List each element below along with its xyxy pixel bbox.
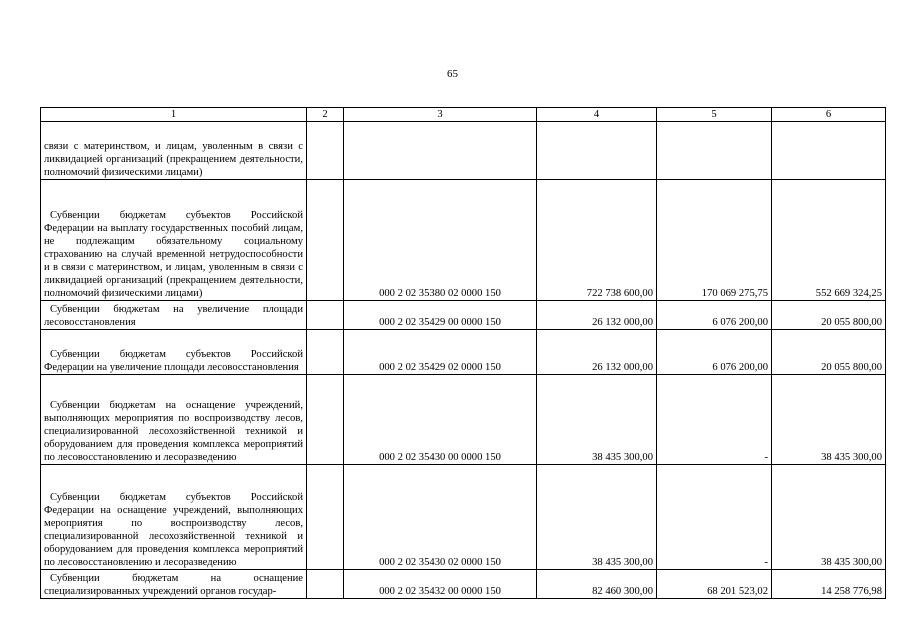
table-row	[41, 180, 886, 301]
row-value-6: 20 055 800,00	[772, 301, 886, 330]
budget-table	[40, 107, 886, 599]
row-col2	[307, 570, 344, 599]
table-row	[41, 122, 886, 180]
row-col2	[307, 180, 344, 301]
row-code: 000 2 02 35429 00 0000 150	[344, 301, 537, 330]
row-code: 000 2 02 35430 02 0000 150	[344, 465, 537, 570]
row-name: Субвенции бюджетам на оснащение учреждений, выполняющих мероприятия по воспроизводству лесов, специализированной лесохозяйственной техникой и оборудованием для проведения комплекса мероприятий по лесовосстановлению и лесоразведению	[41, 375, 307, 465]
row-name: связи с материнством, и лицам, уволенным в связи с ликвидацией организаций (прекращением деятельности, полномочий физическими лицами)	[41, 122, 307, 180]
page-number: 65	[447, 68, 458, 80]
row-value-6	[772, 122, 886, 180]
row-value-5: 170 069 275,75	[657, 180, 772, 301]
row-name: Субвенции бюджетам субъектов Российской Федерации на увеличение площади лесовосстановления	[41, 330, 307, 375]
row-value-5: 6 076 200,00	[657, 330, 772, 375]
row-col2	[307, 375, 344, 465]
row-value-4: 82 460 300,00	[537, 570, 657, 599]
row-value-4: 38 435 300,00	[537, 375, 657, 465]
row-value-4: 38 435 300,00	[537, 465, 657, 570]
row-value-5: -	[657, 465, 772, 570]
row-value-4: 26 132 000,00	[537, 301, 657, 330]
row-value-5: 68 201 523,02	[657, 570, 772, 599]
row-col2	[307, 122, 344, 180]
table-row	[41, 330, 886, 375]
row-col2	[307, 465, 344, 570]
table-row	[41, 570, 886, 599]
row-value-4	[537, 122, 657, 180]
header-col-4: 4	[537, 108, 657, 122]
row-value-5: 6 076 200,00	[657, 301, 772, 330]
row-value-6: 14 258 776,98	[772, 570, 886, 599]
row-code: 000 2 02 35432 00 0000 150	[344, 570, 537, 599]
row-value-6: 38 435 300,00	[772, 375, 886, 465]
header-col-6: 6	[772, 108, 886, 122]
row-value-6: 38 435 300,00	[772, 465, 886, 570]
row-code: 000 2 02 35429 02 0000 150	[344, 330, 537, 375]
table-row	[41, 375, 886, 465]
row-name: Субвенции бюджетам на увеличение площади лесовосстановления	[41, 301, 307, 330]
row-value-6: 20 055 800,00	[772, 330, 886, 375]
header-col-1: 1	[41, 108, 307, 122]
header-col-3: 3	[344, 108, 537, 122]
row-value-6: 552 669 324,25	[772, 180, 886, 301]
row-col2	[307, 301, 344, 330]
header-col-2: 2	[307, 108, 344, 122]
row-col2	[307, 330, 344, 375]
row-name: Субвенции бюджетам субъектов Российской Федерации на выплату государственных пособий лицам, не подлежащим обязательному социальному страхованию на случай временной нетрудоспособности и в связи с материнством, и лицам, уволенным в связи с ликвидацией организаций (прекращением деятельности, полномочий физическими лицами)	[41, 180, 307, 301]
table-row	[41, 465, 886, 570]
row-code	[344, 122, 537, 180]
row-value-5	[657, 122, 772, 180]
row-value-4: 722 738 600,00	[537, 180, 657, 301]
header-row	[41, 108, 886, 122]
row-value-4: 26 132 000,00	[537, 330, 657, 375]
row-name: Субвенции бюджетам на оснащение специализированных учреждений органов государ-	[41, 570, 307, 599]
header-col-5: 5	[657, 108, 772, 122]
row-code: 000 2 02 35430 00 0000 150	[344, 375, 537, 465]
row-value-5: -	[657, 375, 772, 465]
table-row	[41, 301, 886, 330]
row-name: Субвенции бюджетам субъектов Российской Федерации на оснащение учреждений, выполняющих мероприятия по воспроизводству лесов, специализированной лесохозяйственной техникой и оборудованием для проведения комплекса мероприятий по лесовосстановлению и лесоразведению	[41, 465, 307, 570]
row-code: 000 2 02 35380 02 0000 150	[344, 180, 537, 301]
